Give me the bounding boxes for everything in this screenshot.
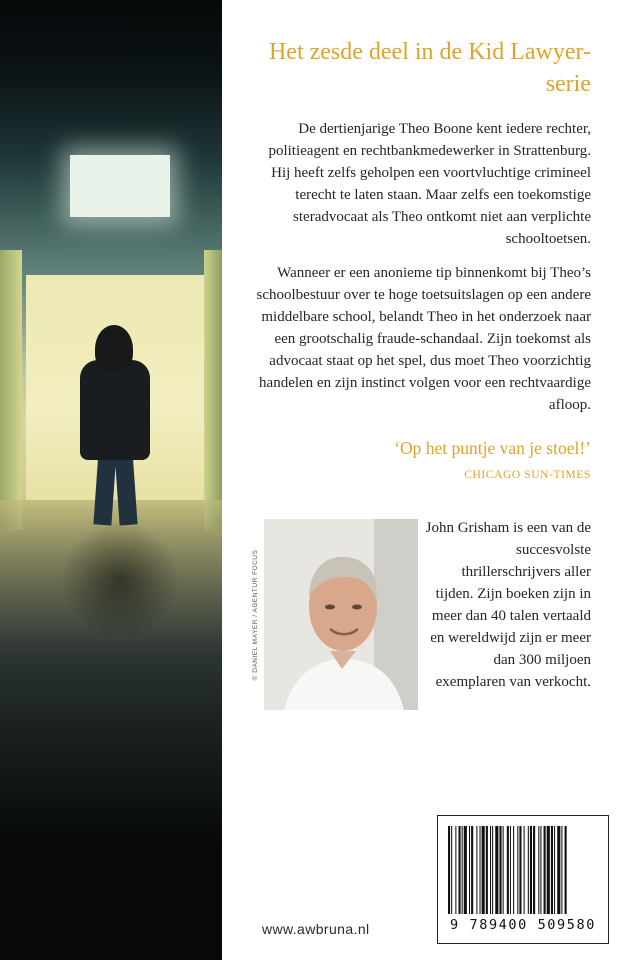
review-source: CHICAGO SUN-TIMES — [464, 469, 591, 481]
review-quote: ‘Op het puntje van je stoel!’ — [394, 438, 591, 458]
author-portrait-illustration — [264, 519, 418, 710]
hallway-right-wall — [204, 250, 222, 530]
publisher-website: www.awbruna.nl — [262, 921, 370, 937]
barcode-bar — [507, 826, 509, 914]
barcode-bar — [517, 826, 518, 914]
barcode-bar — [495, 826, 498, 914]
barcode-bar — [490, 826, 491, 914]
barcode-bar — [540, 826, 541, 914]
barcode-bars — [448, 826, 598, 914]
barcode-bar — [469, 826, 470, 914]
barcode-bar — [524, 826, 525, 914]
series-tagline: Het zesde deel in de Kid Lawyer-serie — [268, 39, 591, 98]
barcode-bar — [538, 826, 539, 914]
barcode-bar — [486, 826, 488, 914]
barcode-bar — [530, 826, 532, 914]
barcode-bar — [551, 826, 553, 914]
author-bio: John Grisham is een van de succesvolste thrillerschrijvers aller tijden. Zijn boeken zijn in meer dan 40 talen vertaald en wereldwijd zijn er meer dan 300 miljoen exemplaren van verkocht. — [425, 520, 591, 691]
ceiling-light — [70, 155, 170, 217]
barcode-bar — [533, 826, 535, 914]
barcode-bar — [519, 826, 521, 914]
barcode-bar — [492, 826, 493, 914]
isbn-number: 9 789400 509580 — [450, 917, 596, 933]
figure-shadow — [60, 520, 180, 640]
barcode-bar — [480, 826, 481, 914]
barcode-bar — [565, 826, 567, 914]
hooded-figure-head — [95, 325, 133, 373]
barcode-bar — [451, 826, 452, 914]
barcode-bar — [528, 826, 529, 914]
hooded-figure-body — [80, 360, 150, 460]
barcode-bar — [482, 826, 485, 914]
barcode-bar — [476, 826, 477, 914]
barcode-bar — [471, 826, 473, 914]
blurb-paragraph-1: De dertienjarige Theo Boone kent iedere rechter, politieagent en rechtbankmedewerker in Strattenburg. Hij heeft zelfs geholpen een voortvluchtige crimineel terecht te laten staan. Maar zelfs een toekomstige steradvocaat als Theo ontkomt niet aan verplichte schooltoetsen. — [268, 121, 591, 248]
barcode-bar — [459, 826, 461, 914]
barcode-bar — [561, 826, 562, 914]
barcode-bar — [464, 826, 467, 914]
barcode-bar — [513, 826, 514, 914]
cover-photo-hallway — [0, 0, 222, 960]
barcode-bar — [499, 826, 501, 914]
barcode-bar — [547, 826, 550, 914]
photo-credit: © DANIEL MAYER / AGENTUR FOCUS — [252, 549, 259, 681]
barcode-bar — [462, 826, 463, 914]
author-photo — [264, 519, 418, 710]
barcode-bar — [503, 826, 504, 914]
isbn-barcode — [437, 815, 609, 944]
barcode-bar — [544, 826, 546, 914]
barcode-bar — [455, 826, 456, 914]
barcode-bar — [554, 826, 555, 914]
barcode-bar — [448, 826, 450, 914]
barcode-bar — [557, 826, 560, 914]
hallway-left-wall — [0, 250, 22, 530]
blurb-paragraph-2: Wanneer er een anonieme tip binnenkomt bij Theo’s schoolbestuur over te hoge toetsuitslagen op een andere middelbare school, belandt Theo in het onderzoek naar een grootschalig fraude-schandaal. Zijn toekomst als advocaat staat op het spel, dus moet Theo voorzichtig handelen en zijn instinct volgen voor een rechtvaardige afloop. — [256, 265, 591, 414]
barcode-bar — [510, 826, 511, 914]
